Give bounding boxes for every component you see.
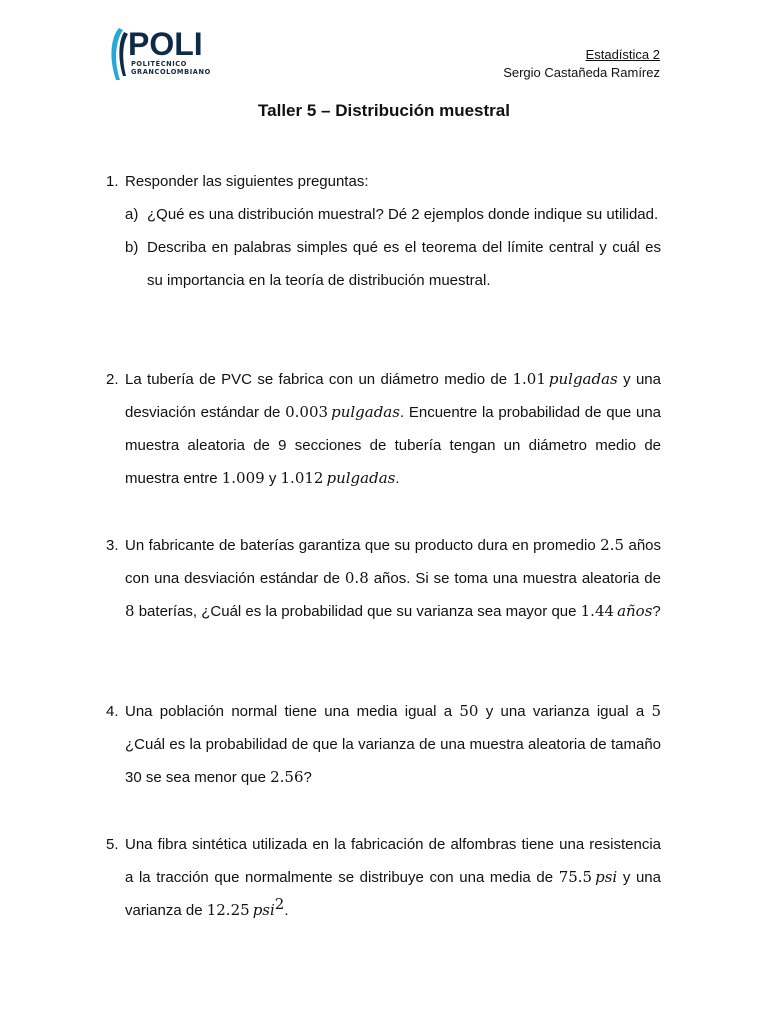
text-run: ?: [303, 769, 312, 786]
question-text: [125, 828, 661, 927]
math-unit: pulgadas: [548, 370, 618, 388]
logo-subtitle-line1: POLITÉCNICO: [131, 60, 187, 68]
text-run: y una desviación estándar de: [125, 371, 661, 421]
question-4: [106, 695, 661, 794]
question-text: Responder las siguientes preguntas:: [125, 173, 369, 190]
page-title: Taller 5 – Distribución muestral: [258, 101, 510, 120]
text-run: años con una desviación estándar de: [125, 537, 661, 587]
question-1-part-b: [125, 231, 661, 297]
math-value: 1.44: [580, 602, 615, 620]
text-run: .: [395, 470, 400, 487]
part-text: ¿Qué es una distribución muestral? Dé 2 ejemplos donde indique su utilidad.: [147, 206, 659, 223]
text-run: Una población normal tiene una media igual a: [125, 703, 460, 720]
math-unit: años: [617, 602, 653, 620]
math-unit: pulgadas: [331, 403, 400, 421]
text-run: . Encuentre la probabilidad de que una muestra aleatoria de 9 secciones de tubería tengan un diámetro medio de muestra entre: [125, 404, 662, 487]
text-run: Un fabricante de baterías garantiza que su producto dura en promedio: [125, 537, 601, 554]
question-number: 3.: [106, 537, 119, 554]
question-3: [106, 529, 661, 628]
course-name: Estadística 2: [585, 47, 660, 62]
math-exponent: 2: [274, 895, 285, 913]
part-text: Describa en palabras simples qué es el teorema del límite central y cuál es su importancia en la teoría de distribución muestral.: [147, 239, 661, 289]
question-text: [125, 363, 661, 495]
question-text: [125, 529, 661, 628]
document-header: [503, 46, 660, 82]
text-run: ?: [652, 603, 661, 620]
math-unit: pulgadas: [326, 469, 396, 487]
part-letter: a): [125, 206, 139, 223]
poli-logo: [106, 24, 226, 84]
question-number: 1.: [106, 173, 119, 190]
math-value: 1.009: [221, 469, 265, 487]
text-run: Una fibra sintética utilizada en la fabricación de alfombras tiene una resistencia a la tracción que normalmente se distribuye con una media de: [125, 836, 661, 886]
math-value: 12.25: [206, 901, 250, 919]
question-number: 4.: [106, 703, 119, 720]
logo-subtitle-line2: GRANCOLOMBIANO: [131, 68, 211, 76]
text-run: .: [284, 902, 289, 919]
question-number: 5.: [106, 836, 119, 853]
logo-subtitle: [131, 60, 211, 76]
math-unit: psi: [595, 868, 618, 886]
logo-wordmark: POLI: [128, 26, 203, 62]
math-value: 0.003: [285, 403, 329, 421]
math-value: 2.5: [600, 536, 625, 554]
question-1: [106, 165, 661, 297]
text-run: La tubería de PVC se fabrica con un diámetro medio de: [125, 371, 513, 388]
question-text: [125, 695, 661, 794]
question-2: [106, 363, 661, 495]
text-run: y: [264, 470, 281, 487]
math-value: 1.01: [512, 370, 546, 388]
math-unit: psi: [252, 901, 275, 919]
math-value: 2.56: [270, 768, 304, 786]
math-value: 0.8: [344, 569, 369, 587]
math-value: 50: [459, 702, 479, 720]
text-run: y una varianza igual a: [478, 703, 652, 720]
author-name: Sergio Castañeda Ramírez: [503, 65, 660, 80]
text-run: ¿Cuál es la probabilidad de que la varianza de una muestra aleatoria de tamaño 30 se sea menor que: [125, 736, 661, 786]
question-number: 2.: [106, 371, 119, 388]
math-value: 75.5: [558, 868, 593, 886]
text-run: y una varianza de: [125, 869, 661, 919]
math-value: 8: [125, 602, 135, 620]
text-run: baterías, ¿Cuál es la probabilidad que su varianza sea mayor que: [134, 603, 581, 620]
question-5: [106, 828, 661, 927]
part-letter: b): [125, 239, 139, 256]
math-value: 1.012: [280, 469, 324, 487]
math-value: 5: [651, 702, 661, 720]
text-run: años. Si se toma una muestra aleatoria de: [368, 570, 661, 587]
question-1-part-a: [125, 198, 661, 231]
